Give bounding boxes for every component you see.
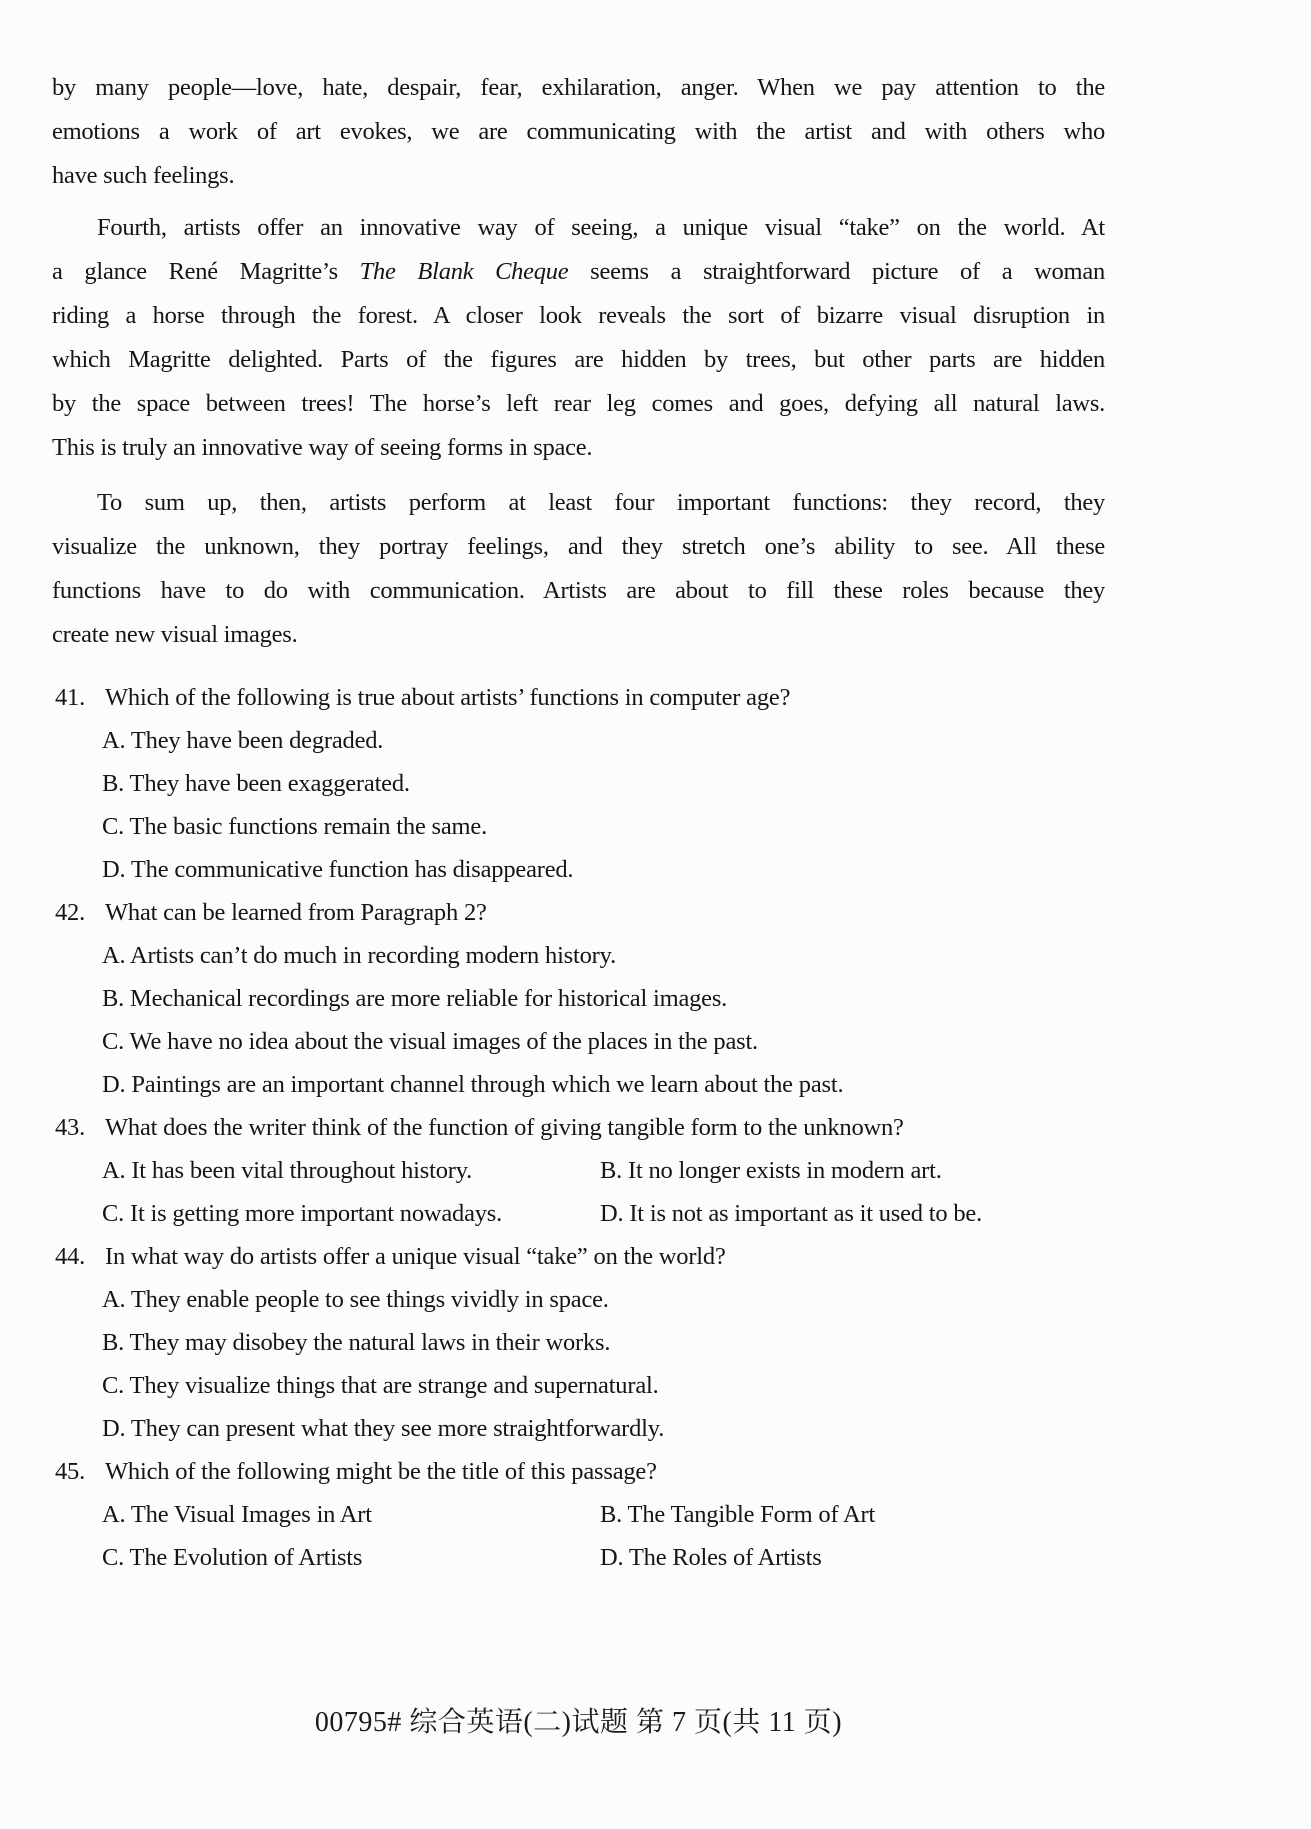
option-a: A. The Visual Images in Art [102, 1501, 372, 1528]
passage-paragraph-2 [52, 206, 1105, 470]
option-grid [102, 1493, 1105, 1579]
option-c: C. We have no idea about the visual images of the places in the past. [102, 1028, 758, 1055]
passage-line: Fourth, artists offer an innovative way of seeing, a unique visual “take” on the world. At [97, 214, 1105, 241]
option-c: C. The Evolution of Artists [102, 1544, 363, 1571]
option-c: C. They visualize things that are strange and supernatural. [102, 1372, 659, 1399]
page-content [52, 66, 1105, 1579]
question-stem [52, 1106, 1105, 1149]
option-c: C. The basic functions remain the same. [102, 813, 488, 840]
passage-paragraph-3 [52, 481, 1105, 657]
passage-paragraph-1 [52, 66, 1105, 198]
question-text: Which of the following might be the title of this passage? [105, 1458, 657, 1485]
question-41 [52, 676, 1105, 891]
passage-line: by many people—love, hate, despair, fear, exhilaration, anger. When we pay attention to the [52, 74, 1105, 101]
question-number: 44. [55, 1243, 86, 1270]
passage-line: functions have to do with communication. Artists are about to fill these roles because they [52, 577, 1105, 604]
passage-line: This is truly an innovative way of seeing forms in space. [52, 434, 593, 461]
passage-line: which Magritte delighted. Parts of the figures are hidden by trees, but other parts are hidden [52, 346, 1105, 373]
question-text: What can be learned from Paragraph 2? [105, 899, 487, 926]
option-a: A. They enable people to see things vividly in space. [102, 1286, 609, 1313]
option-a: A. They have been degraded. [102, 727, 384, 754]
reading-passage [52, 66, 1105, 657]
question-42 [52, 891, 1105, 1106]
passage-text: a glance René Magritte’s [52, 258, 360, 285]
option-d: D. The communicative function has disappeared. [102, 856, 574, 883]
option-a: A. Artists can’t do much in recording modern history. [102, 942, 617, 969]
passage-line: have such feelings. [52, 162, 235, 189]
question-number: 45. [55, 1458, 86, 1485]
question-43 [52, 1106, 1105, 1235]
passage-line: To sum up, then, artists perform at least four important functions: they record, they [97, 489, 1105, 516]
question-number: 42. [55, 899, 86, 926]
option-b: B. Mechanical recordings are more reliable for historical images. [102, 985, 728, 1012]
passage-text: seems a straightforward picture of a woman [568, 258, 1105, 285]
question-stem [52, 891, 1105, 934]
passage-line: emotions a work of art evokes, we are communicating with the artist and with others who [52, 118, 1105, 145]
option-c: C. It is getting more important nowadays. [102, 1200, 503, 1227]
option-grid [102, 1149, 1105, 1235]
question-45 [52, 1450, 1105, 1579]
option-b: B. They have been exaggerated. [102, 770, 410, 797]
option-d: D. Paintings are an important channel through which we learn about the past. [102, 1071, 844, 1098]
question-text: What does the writer think of the function of giving tangible form to the unknown? [105, 1114, 904, 1141]
option-d: D. The Roles of Artists [600, 1544, 822, 1571]
question-number: 41. [55, 684, 86, 711]
passage-line: riding a horse through the forest. A closer look reveals the sort of bizarre visual disruption in [52, 302, 1105, 329]
question-stem [52, 676, 1105, 719]
question-text: Which of the following is true about artists’ functions in computer age? [105, 684, 791, 711]
question-number: 43. [55, 1114, 86, 1141]
question-text: In what way do artists offer a unique visual “take” on the world? [105, 1243, 726, 1270]
option-d: D. They can present what they see more straightforwardly. [102, 1415, 665, 1442]
question-stem [52, 1235, 1105, 1278]
book-title-italic: The Blank Cheque [359, 258, 569, 285]
option-b: B. It no longer exists in modern art. [600, 1157, 942, 1184]
option-d: D. It is not as important as it used to be. [600, 1200, 982, 1227]
option-b: B. The Tangible Form of Art [600, 1501, 876, 1528]
question-44 [52, 1235, 1105, 1450]
option-b: B. They may disobey the natural laws in their works. [102, 1329, 611, 1356]
question-section [52, 676, 1105, 1579]
page-footer: 00795# 综合英语(二)试题 第 7 页(共 11 页) [314, 1707, 843, 1738]
option-a: A. It has been vital throughout history. [102, 1157, 473, 1184]
passage-line: by the space between trees! The horse’s left rear leg comes and goes, defying all natural laws. [52, 390, 1105, 417]
passage-line: create new visual images. [52, 621, 298, 648]
passage-line: visualize the unknown, they portray feelings, and they stretch one’s ability to see. All these [52, 533, 1105, 560]
question-stem [52, 1450, 1105, 1493]
passage-line [52, 250, 1105, 294]
